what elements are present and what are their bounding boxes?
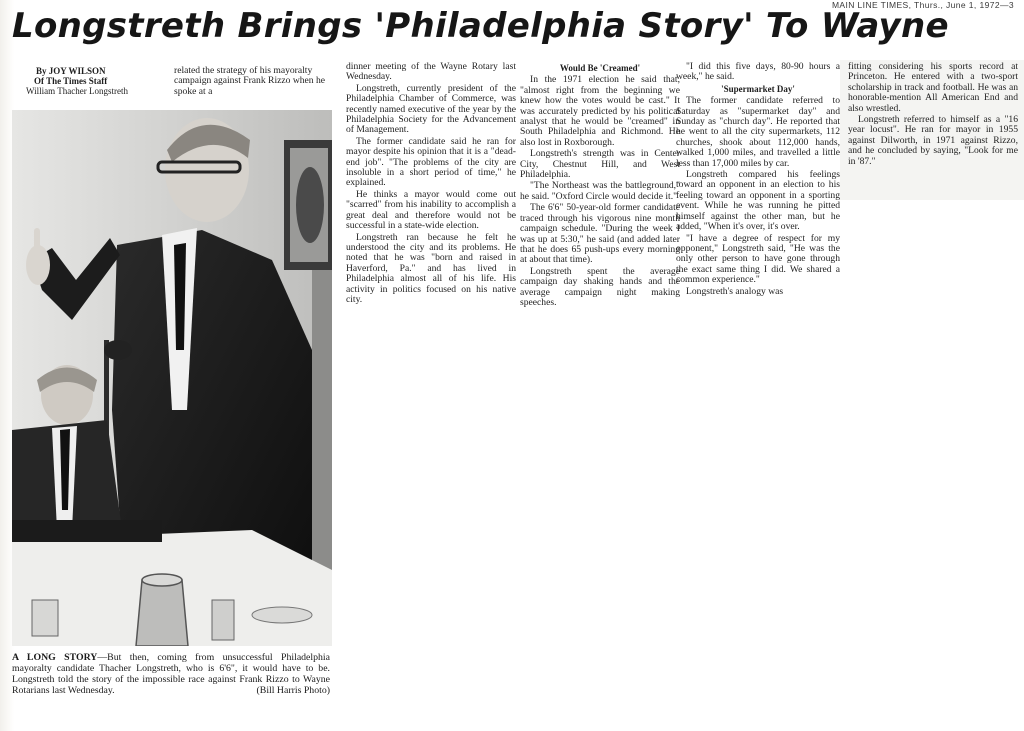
paragraph: "The Northeast was the battleground," he said. "Oxford Circle would decide it." bbox=[520, 180, 680, 202]
byline-lead: William Thacher Longstreth bbox=[26, 86, 128, 96]
paragraph: Longstreth, currently president of the Philadelphia Chamber of Commerce, was recently named executive of the year by the Philadelphia Society for the Advancement of Management. bbox=[346, 82, 516, 136]
paragraph: Longstreth compared his feelings toward an opponent in an election to his feeling toward an opponent in a sporting event. While he was running he pitted himself against the other man, but he added, "When it's over, it's over. bbox=[676, 169, 840, 233]
subhead-creamed: Would Be 'Creamed' bbox=[559, 63, 641, 73]
photo-credit: (Bill Harris Photo) bbox=[256, 685, 330, 696]
byline bbox=[26, 66, 166, 96]
article-column-1 bbox=[174, 66, 339, 98]
paragraph: Longstreth's analogy was bbox=[686, 285, 784, 297]
paragraph: Longstreth's strength was in Center City, Chestnut Hill, and West Philadelphia. bbox=[520, 148, 680, 181]
paragraph: Longstreth referred to himself as a "16 year locust". He ran for mayor in 1955 against Dilworth, in 1971 against Rizzo, and he concluded by saying, "Look for me in '87." bbox=[848, 114, 1018, 167]
paragraph: The 6'6" 50-year-old former candidate traced through his vigorous nine month campaign schedule. "During the week I was up at 5:30," he said (and added later that he does 65 push-ups every morning at about that time). bbox=[520, 202, 680, 266]
photo-illustration bbox=[12, 110, 332, 646]
paragraph: dinner meeting of the Wayne Rotary last Wednesday. bbox=[346, 61, 516, 83]
article-column-2 bbox=[346, 62, 516, 306]
photo-caption bbox=[12, 652, 330, 696]
page-header: MAIN LINE TIMES, Thurs., June 1, 1972—3 bbox=[831, 0, 1014, 10]
paragraph: fitting considering his sports record at Princeton. He entered with a two-sport scholarship in track and football. He was an honorable-mention All American End and also wrestled. bbox=[848, 61, 1018, 114]
caption-kicker: A LONG STORY bbox=[12, 652, 98, 663]
paragraph: "I have a degree of respect for my opponent," Longstreth said, "He was the only other person to have gone through the exact same thing I did. We shared a common experience." bbox=[676, 232, 840, 286]
headline: Longstreth Brings 'Philadelphia Story' To Wayne bbox=[12, 6, 949, 46]
byline-staff: Of The Times Staff bbox=[34, 76, 108, 86]
photo-longstreth-speaking bbox=[12, 110, 332, 646]
paragraph: He thinks a mayor would come out "scarred" from his inability to accomplish a great deal and therefore would not be successful in a state-wide election. bbox=[346, 188, 516, 232]
caption-text: —But then, coming from unsuccessful Philadelphia mayoralty candidate Thacher Longstreth, who is 6'6", it would have to be. Longstreth told the story of the impossible race against Frank Rizzo to Wayne Rotarians last Wednesday. bbox=[12, 652, 330, 696]
paragraph: The former candidate said he ran for mayor despite his opinion that it is a "dead-end job". "The problems of the city are insoluble in a short period of time," he explained. bbox=[346, 135, 516, 189]
paragraph: The former candidate referred to Saturday as "supermarket day" and Sunday as "church day". He reported that he went to all the city supermarkets, 112 churches, shook about 112,000 hands, walked 1,000 miles, and travelled a little less than 17,000 miles by car. bbox=[676, 95, 840, 169]
article-column-3 bbox=[520, 62, 680, 309]
paragraph: In the 1971 election he said that, "almost right from the beginning we knew how the votes would be cast." It was accurately predicted by his political analyst that he would be "creamed" in South Philadelphia and Richmond. He also lost in Roxborough. bbox=[520, 74, 680, 148]
article-column-5 bbox=[848, 62, 1018, 168]
paragraph: "I did this five days, 80-90 hours a week," he said. bbox=[676, 61, 840, 83]
paragraph: related the strategy of his mayoralty campaign against Frank Rizzo when he spoke at a bbox=[174, 65, 326, 97]
byline-author: By JOY WILSON bbox=[36, 66, 106, 76]
subhead-supermarket-day: 'Supermarket Day' bbox=[721, 83, 795, 94]
paragraph: Longstreth ran because he felt he understood the city and its problems. He noted that he was "born and raised in Haverford, Pa." and has lived in Philadelphia almost all of his life. His activity in politics focused on his native city. bbox=[346, 231, 516, 305]
paragraph: Longstreth spent the average campaign day shaking hands and the average campaign night making speeches. bbox=[520, 265, 680, 308]
article-column-4 bbox=[676, 62, 840, 298]
